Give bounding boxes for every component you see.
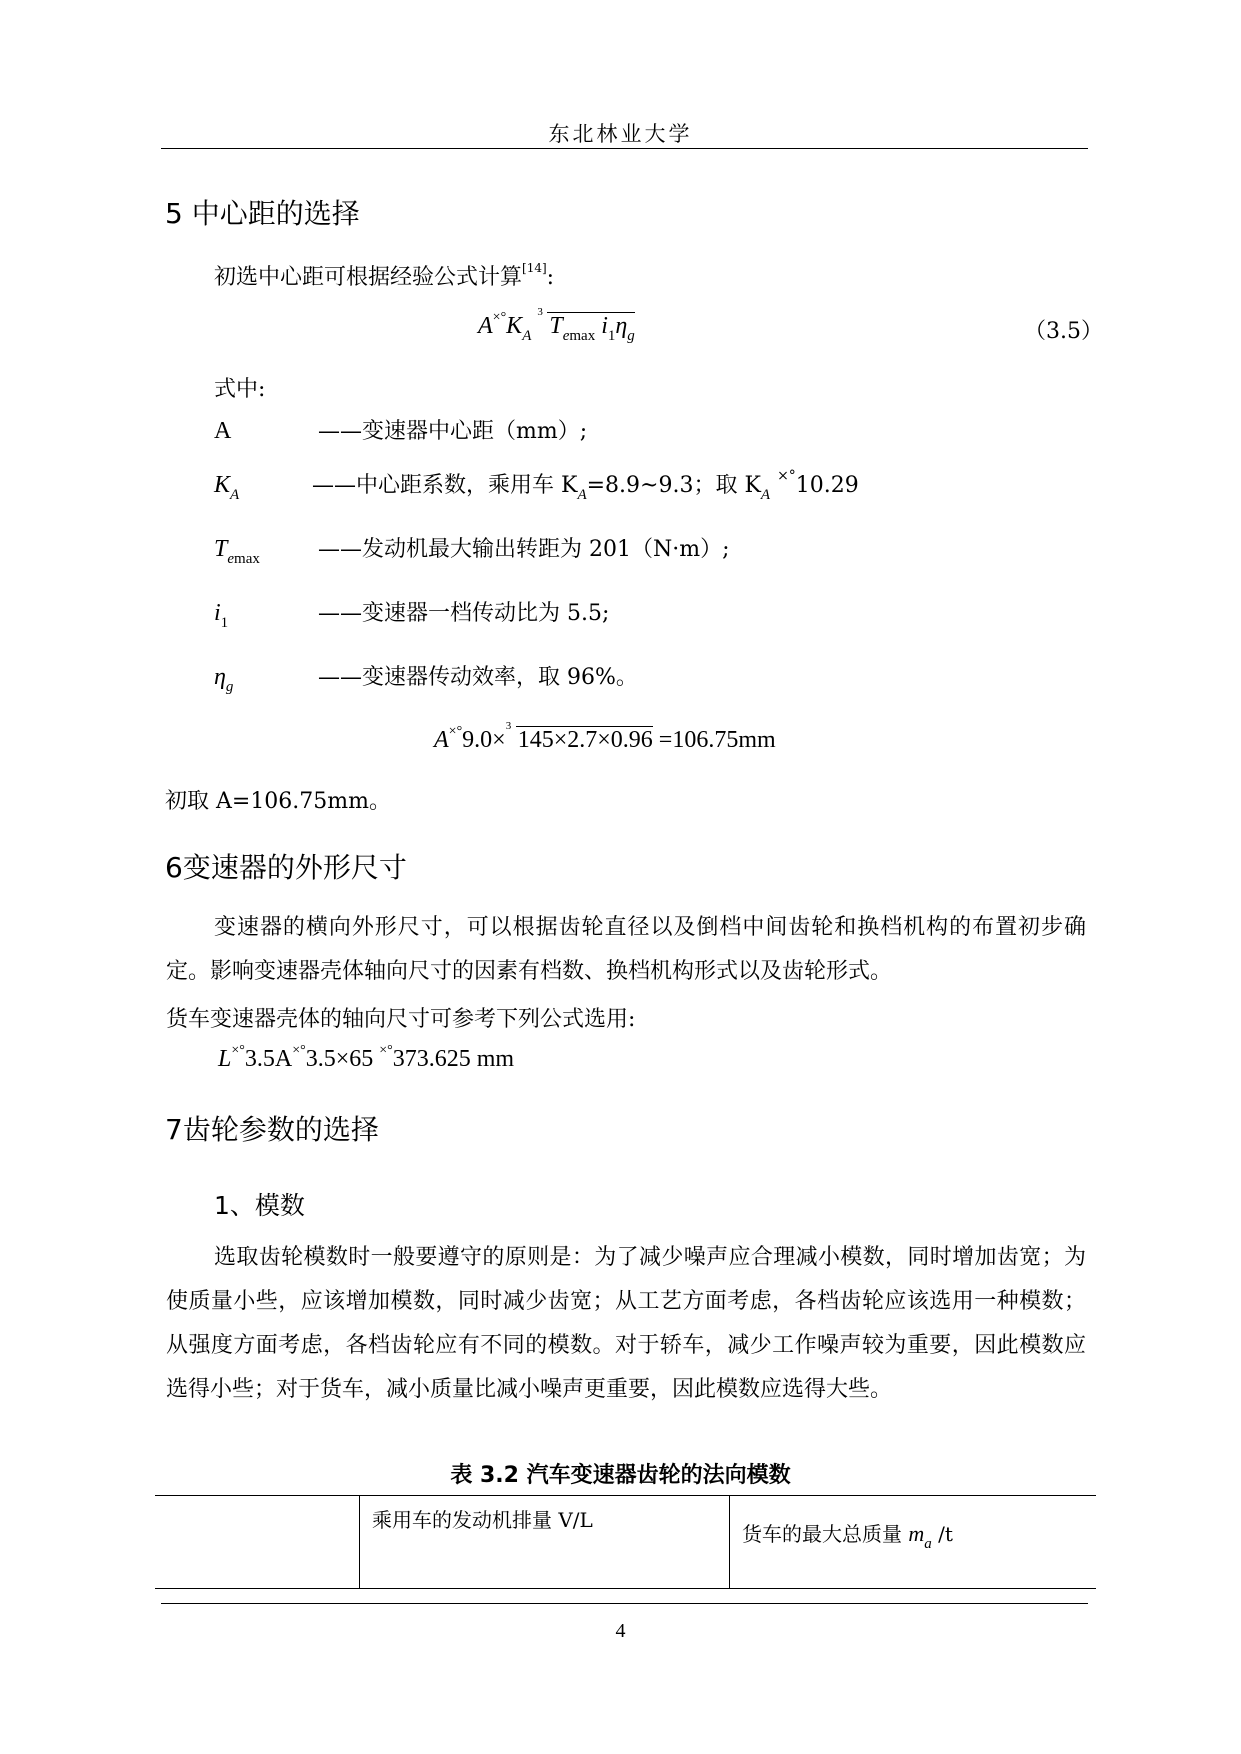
citation: [14] [522, 261, 547, 275]
def-Temax: $T_{emax}$ ——发动机最大输出转距为 201（N·m）; [214, 536, 730, 567]
table-caption: 表 3.2 汽车变速器齿轮的法向模数 [450, 1463, 791, 1488]
length-formula: L×°3.5A×°3.5×65 ×°373.625 mm [218, 1043, 515, 1072]
table-header-cell [155, 1496, 360, 1589]
section-6-paragraph-2: 货车变速器壳体的轴向尺寸可参考下列公式选用: [166, 1007, 636, 1032]
conclusion-text: 初取 A=106.75mm。 [165, 789, 392, 814]
section-5-heading: 5 中心距的选择 [165, 197, 360, 230]
header-rule [161, 148, 1088, 149]
def-A: A ——变速器中心距（mm）; [214, 418, 588, 444]
table-header-cell: 货车的最大总质量 $m_a$ /t [730, 1496, 1097, 1589]
def-i1: $i_1$ ——变速器一档传动比为 5.5; [214, 600, 610, 631]
table-header-cell: 乘用车的发动机排量 V/L [360, 1496, 730, 1589]
page-number: 4 [615, 1620, 626, 1642]
intro-text [214, 260, 554, 291]
calculation-A: A×°9.0× 3 145×2.7×0.96 =106.75mm [434, 720, 776, 753]
section-7-heading: 7齿轮参数的选择 [165, 1113, 379, 1146]
modulus-table [155, 1495, 1096, 1589]
subsection-modulus: 1、模数 [214, 1191, 305, 1220]
footer-rule [161, 1603, 1088, 1604]
intro-main: 初选中心距可根据经验公式计算 [214, 265, 523, 290]
intro-colon: : [546, 265, 555, 290]
table-header-row [155, 1496, 1096, 1589]
page-header: 东北林业大学 [548, 122, 693, 146]
section-6-paragraph: 变速器的横向外形尺寸，可以根据齿轮直径以及倒档中间齿轮和换档机构的布置初步确定。影响变速器壳体轴向尺寸的因素有档数、换档机构形式以及齿轮形式。 [166, 915, 1086, 984]
where-label: 式中: [214, 377, 266, 402]
equation-3-5: $A^{\times^\circ}K_A$ 3 $T_{emax}$ $i_1\eta_g$ [478, 306, 635, 344]
equation-number: （3.5） [1024, 319, 1103, 344]
section-6-heading: 6变速器的外形尺寸 [165, 851, 407, 884]
def-eta: $\eta_g$ ——变速器传动效率，取 96%。 [214, 664, 638, 695]
def-KA: $K_A$ ——中心距系数，乘用车 $K_A=8.9\sim 9.3$；取 $K_A$ ×°10.29 [214, 468, 859, 503]
section-7-paragraph: 选取齿轮模数时一般要遵守的原则是：为了减少噪声应合理减小模数，同时增加齿宽；为使质量小些，应该增加模数，同时减少齿宽；从工艺方面考虑，各档齿轮应该选用一种模数；从强度方面考虑，各档齿轮应有不同的模数。对于轿车，减少工作噪声较为重要，因此模数应选得小些；对于货车，减小质量比减小噪声更重要，因此模数应选得大些。 [166, 1245, 1086, 1402]
